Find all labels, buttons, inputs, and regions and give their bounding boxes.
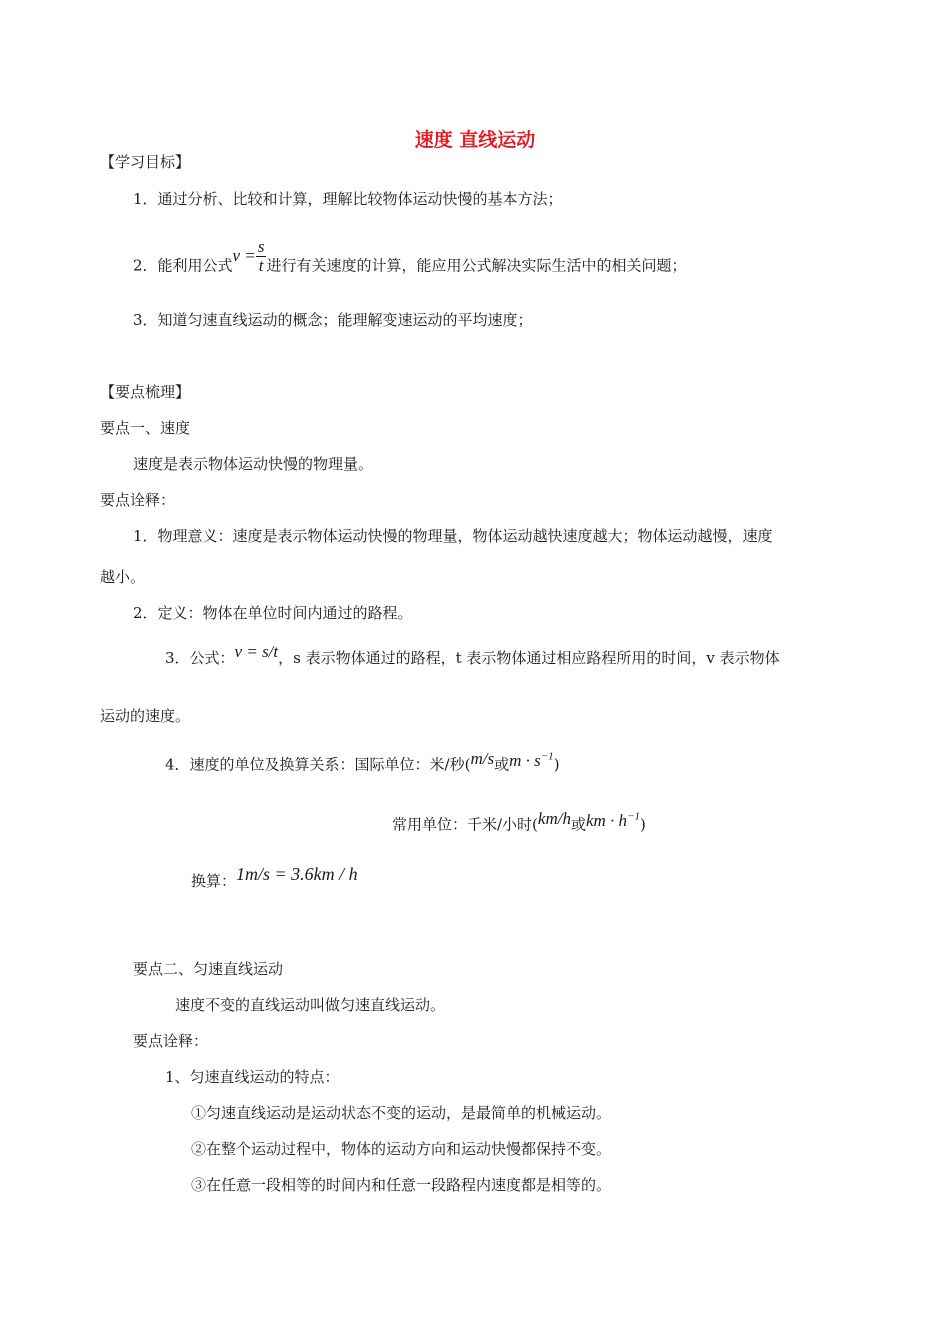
point1-note-1-line2: 越小。	[100, 568, 146, 586]
point2-feature-title: 1、匀速直线运动的特点：	[165, 1068, 340, 1086]
point1-notes-title: 要点诠释：	[100, 491, 176, 509]
point2-feature-2: ②在整个运动过程中，物体的运动方向和运动快慢都保持不变。	[191, 1140, 612, 1158]
common-unit-line	[392, 810, 646, 835]
point1-note-2: 2．定义：物体在单位时间内通过的路程。	[133, 604, 413, 622]
point2-feature-1: ①匀速直线运动是运动状态不变的运动，是最简单的机械运动。	[191, 1104, 612, 1122]
common-unit-prefix: 常用单位：千米/小时(	[392, 815, 538, 834]
si-unit-ms-exp	[509, 751, 554, 770]
point2-notes-title: 要点诠释：	[133, 1032, 209, 1050]
speed-formula-fraction	[256, 238, 267, 275]
common-unit-exponent: −1	[627, 810, 640, 822]
point1-note-1-line1: 1．物理意义：速度是表示物体运动快慢的物理量，物体运动越快速度越大；物体运动越慢，速度	[133, 527, 773, 545]
speed-formula-inline: v = s/t	[234, 642, 279, 661]
or-text: 或	[494, 755, 510, 774]
summary-heading: 【要点梳理】	[100, 383, 191, 401]
point2-title: 要点二、匀速直线运动	[133, 960, 284, 978]
point1-note-3	[165, 642, 780, 668]
note-3-suffix: ，s 表示物体通过的路程，t 表示物体通过相应路程所用的时间，v 表示物体	[278, 649, 780, 667]
conversion-label: 换算：	[191, 872, 237, 890]
common-unit-base: km · h	[585, 810, 628, 830]
point2-feature-3: ③在任意一段相等的时间内和任意一段路程内速度都是相等的。	[191, 1176, 612, 1194]
conversion-line	[191, 864, 358, 891]
note-4-prefix: 4．速度的单位及换算关系：国际单位：米/秒(	[165, 755, 471, 774]
formula-numerator: s	[257, 237, 265, 256]
goal-item-2-suffix: 进行有关速度的计算，能应用公式解决实际生活中的相关问题；	[266, 256, 687, 275]
common-close-paren: )	[640, 815, 646, 834]
point2-definition: 速度不变的直线运动叫做匀速直线运动。	[175, 996, 446, 1014]
point1-note-4	[165, 750, 560, 775]
goals-heading: 【学习目标】	[100, 153, 191, 171]
si-unit-exponent: −1	[540, 750, 554, 762]
goal-item-2-prefix: 2．能利用公式	[133, 256, 233, 275]
goal-item-3: 3．知道匀速直线运动的概念；能理解变速运动的平均速度；	[133, 311, 533, 329]
point1-note-3-line2: 运动的速度。	[100, 707, 191, 725]
si-unit-ms: m/s	[470, 748, 495, 768]
si-unit-base: m · s	[509, 750, 541, 770]
common-unit-kmh: km/h	[537, 808, 571, 828]
note-3-prefix: 3．公式：	[165, 649, 235, 667]
common-or-text: 或	[570, 815, 586, 834]
point1-definition: 速度是表示物体运动快慢的物理量。	[133, 455, 374, 473]
close-paren: )	[553, 755, 560, 774]
speed-formula-lhs: v =	[232, 245, 256, 265]
formula-denominator: t	[258, 256, 264, 275]
goal-item-2	[133, 237, 687, 285]
goal-item-1: 1．通过分析、比较和计算，理解比较物体运动快慢的基本方法；	[133, 190, 563, 208]
conversion-formula: 1m/s = 3.6km / h	[236, 864, 358, 884]
document-title: 速度 直线运动	[414, 129, 536, 151]
point1-title: 要点一、速度	[100, 419, 191, 437]
common-unit-kmh-exp	[586, 811, 640, 830]
